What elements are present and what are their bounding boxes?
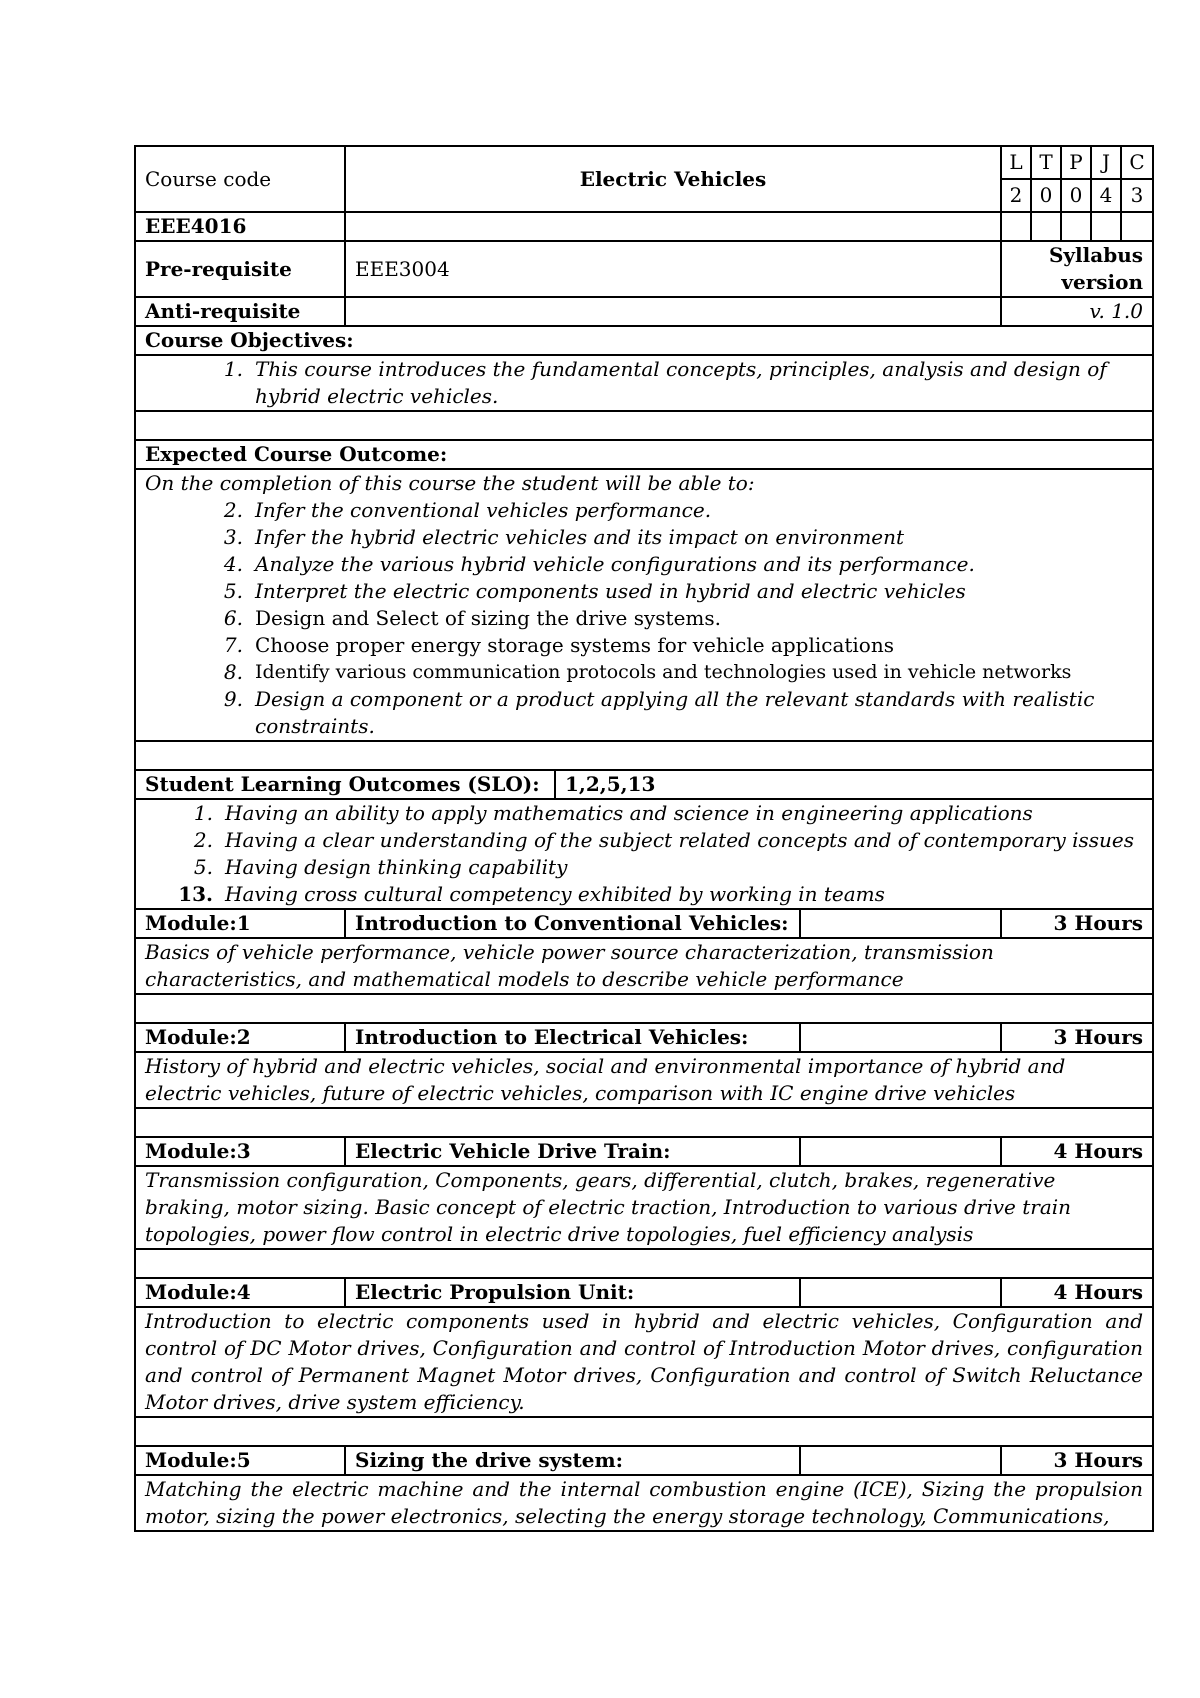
- module-title-text: Sizing the drive system:: [346, 1447, 801, 1474]
- module-content: History of hybrid and electric vehicles, social and environmental importance of hybrid and electric vehicles, future of electric vehicles, comparison with IC engine drive vehicles: [135, 1052, 1153, 1108]
- course-code-label: Course code: [135, 146, 345, 212]
- list-text: Having a clear understanding of the subject related concepts and of contemporary issues: [225, 828, 1135, 852]
- objectives-heading: Course Objectives:: [135, 326, 1153, 355]
- module-title: [345, 909, 1001, 938]
- list-item: [145, 605, 1143, 632]
- list-text: Having design thinking capability: [225, 855, 568, 879]
- ltpjc-value-l: 2: [1001, 179, 1031, 212]
- list-number: 2.: [193, 828, 213, 852]
- module-label: Module:5: [135, 1446, 345, 1475]
- module-title: [345, 1137, 1001, 1166]
- outcomes-intro: On the completion of this course the student will be able to:: [145, 471, 755, 495]
- module-label: Module:3: [135, 1137, 345, 1166]
- blank-row: [135, 994, 1153, 1023]
- blank-row: [135, 411, 1153, 440]
- blank-cell: [1121, 212, 1153, 241]
- slo-value: 1,2,5,13: [555, 770, 1153, 799]
- blank-row: [135, 1417, 1153, 1446]
- list-number: 1.: [193, 801, 213, 825]
- module-title-text: Introduction to Electrical Vehicles:: [346, 1024, 801, 1051]
- slo-label-text: Student Learning Outcomes (SLO):: [145, 772, 540, 796]
- list-number: 2.: [223, 498, 243, 522]
- list-number: 1.: [223, 357, 243, 381]
- list-text: Having an ability to apply mathematics and science in engineering applications: [225, 801, 1033, 825]
- list-item: [145, 659, 1143, 686]
- slo-label: [135, 770, 555, 799]
- list-number: 3.: [223, 525, 243, 549]
- module-hours: 4 Hours: [1001, 1137, 1153, 1166]
- syllabus-page: [134, 145, 1152, 1532]
- list-text: Identify various communication protocols and technologies used in vehicle networks: [255, 661, 1072, 683]
- prerequisite-value: EEE3004: [345, 241, 1001, 297]
- module-hours: 4 Hours: [1001, 1278, 1153, 1307]
- list-item: [145, 827, 1143, 854]
- syllabus-table: [134, 145, 1154, 1532]
- blank-row: [135, 1249, 1153, 1278]
- module-hours: 3 Hours: [1001, 1023, 1153, 1052]
- list-number: 13.: [178, 882, 213, 906]
- module-title-text: Introduction to Conventional Vehicles:: [346, 910, 801, 937]
- blank-cell: [1001, 212, 1031, 241]
- module-title: [345, 1278, 1001, 1307]
- list-item: [145, 356, 1143, 410]
- blank-row: [135, 741, 1153, 770]
- antirequisite-label: Anti-requisite: [135, 297, 345, 326]
- list-number: 7.: [223, 633, 243, 657]
- list-item: [145, 632, 1143, 659]
- module-content: Transmission configuration, Components, gears, differential, clutch, brakes, regenerative braking, motor sizing. Basic concept of electric traction, Introduction to various drive train topologies, power flow control in electric drive topologies, fuel efficiency analysis: [135, 1166, 1153, 1249]
- module-content: Basics of vehicle performance, vehicle power source characterization, transmission characteristics, and mathematical models to describe vehicle performance: [135, 938, 1153, 994]
- module-content: Matching the electric machine and the internal combustion engine (ICE), Sizing the propulsion motor, sizing the power electronics, selecting the energy storage technology, Communications,: [135, 1475, 1153, 1531]
- outcomes-heading: Expected Course Outcome:: [135, 440, 1153, 469]
- list-text: Infer the conventional vehicles performance.: [255, 498, 712, 522]
- list-text: Design a component or a product applying all the relevant standards with realistic constraints.: [255, 687, 1095, 738]
- list-text: Analyze the various hybrid vehicle configurations and its performance.: [255, 552, 975, 576]
- list-item: [145, 497, 1143, 524]
- antirequisite-value: [345, 297, 1001, 326]
- ltpjc-value-c: 3: [1121, 179, 1153, 212]
- list-text: Interpret the electric components used in hybrid and electric vehicles: [255, 579, 966, 603]
- list-text: This course introduces the fundamental concepts, principles, analysis and design of hybrid electric vehicles.: [255, 357, 1107, 408]
- blank-cell: [1031, 212, 1061, 241]
- ltpjc-value-j: 4: [1091, 179, 1121, 212]
- blank-row: [135, 1108, 1153, 1137]
- list-number: 5.: [193, 855, 213, 879]
- module-label: Module:1: [135, 909, 345, 938]
- slo-list: [135, 799, 1153, 909]
- syllabus-version-value: v. 1.0: [1001, 297, 1153, 326]
- list-item: [145, 881, 1143, 908]
- module-title: [345, 1023, 1001, 1052]
- blank-cell: [1061, 212, 1091, 241]
- list-text: Design and Select of sizing the drive systems.: [255, 606, 721, 630]
- ltpjc-label-l: L: [1001, 146, 1031, 179]
- list-item: [145, 854, 1143, 881]
- module-content: Introduction to electric components used in hybrid and electric vehicles, Configuration and control of DC Motor drives, Configuration and control of Introduction Motor drives, configuration and control of Permanent Magnet Motor drives, Configuration and control of Switch Reluctance Motor drives, drive system efficiency.: [135, 1307, 1153, 1417]
- course-code: EEE4016: [135, 212, 345, 241]
- ltpjc-label-t: T: [1031, 146, 1061, 179]
- module-title-text: Electric Vehicle Drive Train:: [346, 1138, 801, 1165]
- list-text: Having cross cultural competency exhibited by working in teams: [225, 882, 885, 906]
- list-item: [145, 800, 1143, 827]
- blank-cell: [1091, 212, 1121, 241]
- prerequisite-label: Pre-requisite: [135, 241, 345, 297]
- module-title-text: Electric Propulsion Unit:: [346, 1279, 801, 1306]
- list-item: [145, 686, 1143, 740]
- module-title: [345, 1446, 1001, 1475]
- ltpjc-label-j: J: [1091, 146, 1121, 179]
- list-item: [145, 524, 1143, 551]
- ltpjc-value-t: 0: [1031, 179, 1061, 212]
- course-title: Electric Vehicles: [345, 146, 1001, 212]
- list-number: 8.: [223, 660, 243, 684]
- outcomes-list: [135, 469, 1153, 741]
- list-number: 6.: [223, 606, 243, 630]
- module-hours: 3 Hours: [1001, 1446, 1153, 1475]
- list-number: 5.: [223, 579, 243, 603]
- module-label: Module:4: [135, 1278, 345, 1307]
- syllabus-version-label: Syllabus version: [1001, 241, 1153, 297]
- list-item: [145, 551, 1143, 578]
- ltpjc-value-p: 0: [1061, 179, 1091, 212]
- objectives-list: [135, 355, 1153, 411]
- list-text: Infer the hybrid electric vehicles and its impact on environment: [255, 525, 905, 549]
- list-item: [145, 578, 1143, 605]
- ltpjc-label-c: C: [1121, 146, 1153, 179]
- list-text: Choose proper energy storage systems for vehicle applications: [255, 633, 894, 657]
- course-code-blank: [345, 212, 1001, 241]
- list-number: 9.: [223, 687, 243, 711]
- list-number: 4.: [223, 552, 243, 576]
- ltpjc-label-p: P: [1061, 146, 1091, 179]
- module-hours: 3 Hours: [1001, 909, 1153, 938]
- module-label: Module:2: [135, 1023, 345, 1052]
